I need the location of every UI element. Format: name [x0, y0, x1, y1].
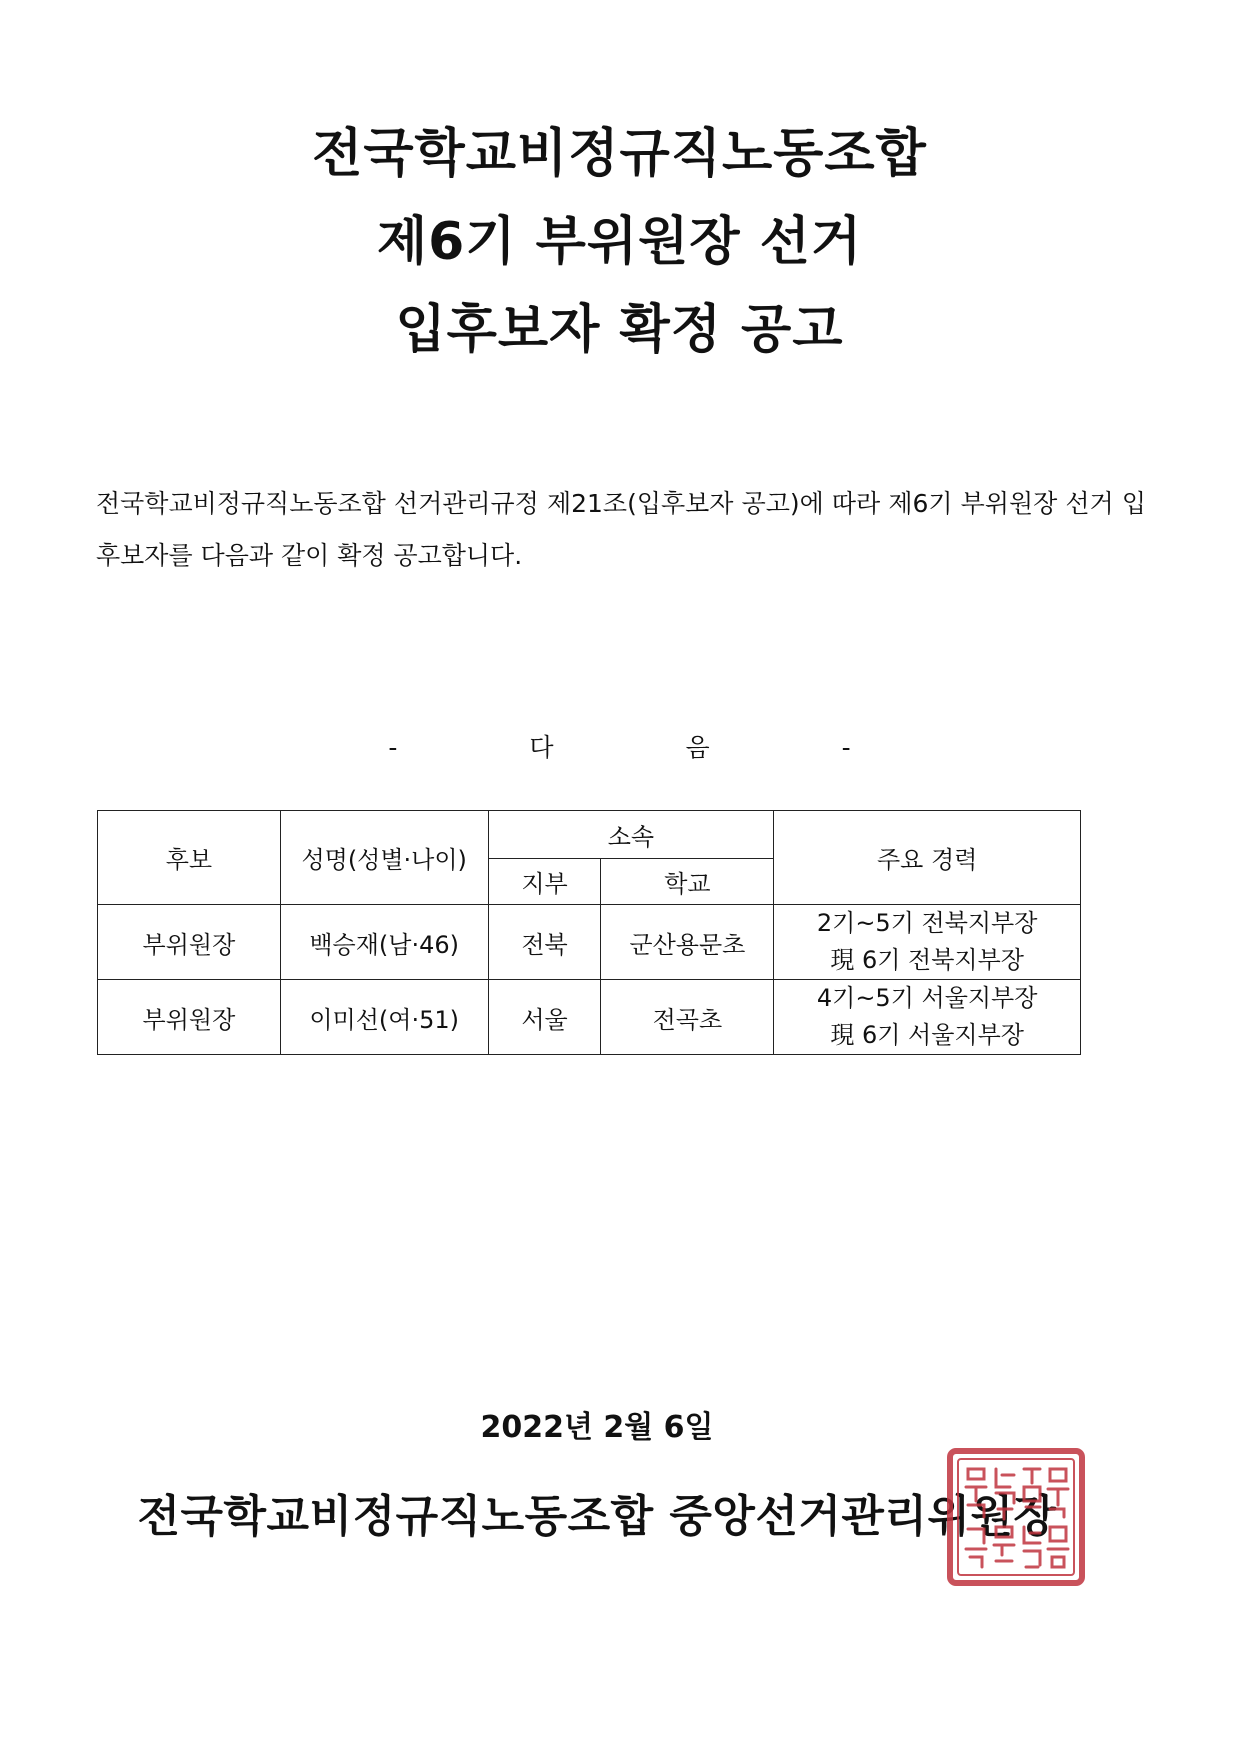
- header-name: 성명(성별·나이): [280, 811, 488, 905]
- header-affiliation: 소속: [488, 811, 774, 859]
- header-school: 학교: [601, 859, 774, 905]
- title-line-2: 제6기 부위원장 선거: [376, 212, 863, 272]
- cell-name: 백승재(남·46): [280, 905, 488, 980]
- career-line: 現 6기 전북지부장: [830, 946, 1024, 974]
- announcement-date: 2022년 2월 6일: [480, 1410, 714, 1445]
- cell-career: [774, 905, 1081, 980]
- title-line-3: 입후보자 확정 공고: [395, 300, 844, 360]
- candidates-table: [97, 810, 1081, 1055]
- cell-career: [774, 980, 1081, 1055]
- table-row: [98, 905, 1081, 980]
- cell-school: 군산용문초: [601, 905, 774, 980]
- official-seal-icon: [946, 1447, 1086, 1587]
- header-candidate: 후보: [98, 811, 281, 905]
- cell-school: 전곡초: [601, 980, 774, 1055]
- table-row: [98, 980, 1081, 1055]
- next-heading: - 다 음 -: [388, 733, 913, 762]
- cell-name: 이미선(여·51): [280, 980, 488, 1055]
- announcement-paragraph: 전국학교비정규직노동조합 선거관리규정 제21조(입후보자 공고)에 따라 제6기 부위원장 선거 입후보자를 다음과 같이 확정 공고합니다.: [96, 489, 1146, 570]
- header-branch: 지부: [488, 859, 601, 905]
- cell-candidate: 부위원장: [98, 980, 281, 1055]
- cell-candidate: 부위원장: [98, 905, 281, 980]
- career-line: 現 6기 서울지부장: [830, 1021, 1024, 1049]
- table-header-row: [98, 811, 1081, 859]
- career-line: 4기~5기 서울지부장: [816, 984, 1038, 1012]
- header-career: 주요 경력: [774, 811, 1081, 905]
- issuer-name: 전국학교비정규직노동조합 중앙선거관리위원장: [137, 1491, 1057, 1542]
- career-line: 2기~5기 전북지부장: [816, 909, 1038, 937]
- title-line-1: 전국학교비정규직노동조합: [312, 124, 927, 184]
- cell-branch: 서울: [488, 980, 601, 1055]
- cell-branch: 전북: [488, 905, 601, 980]
- document-title: [0, 110, 1239, 374]
